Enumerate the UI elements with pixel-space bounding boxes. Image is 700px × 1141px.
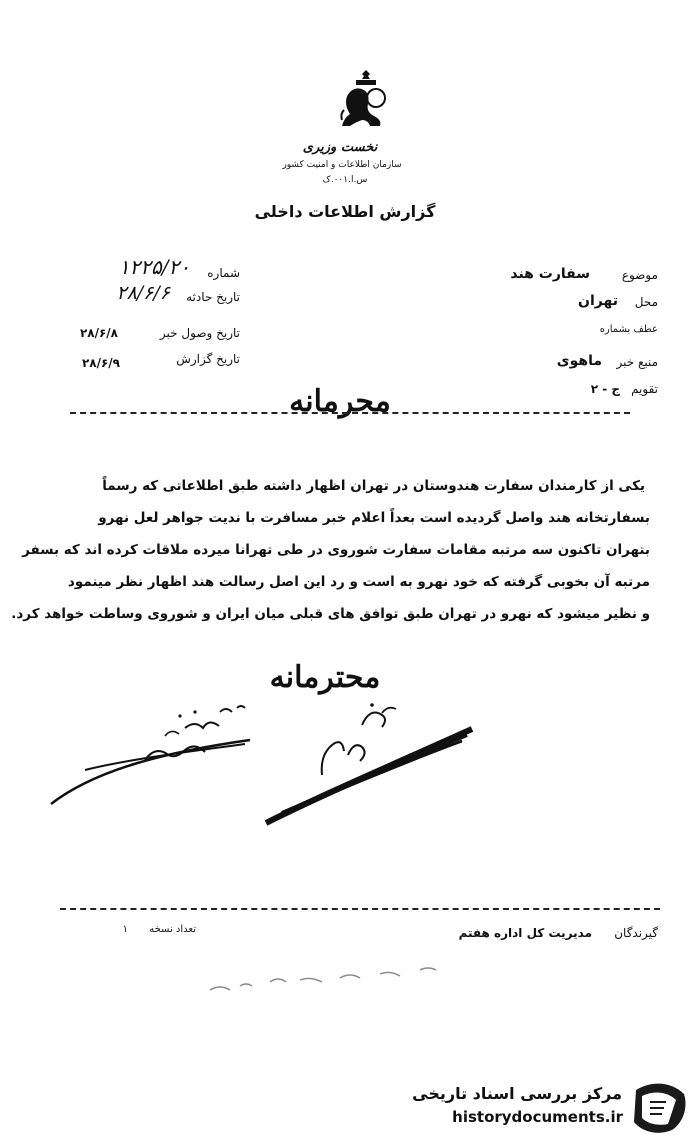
- recipient-label: گیرندگان: [614, 926, 658, 940]
- subject-label: موضوع: [621, 268, 658, 282]
- org-line-1: نخست وزیری: [302, 140, 378, 155]
- reference-label: عطف بشماره: [599, 324, 658, 335]
- body-line: بسفارتخانه هند واصل گردیده است بعداً اعلام خبر مسافرت با ندیت جواهر لعل نهرو: [98, 510, 650, 526]
- report-date-value: ۲۸/۶/۹: [81, 356, 120, 370]
- receipt-date-value: ۲۸/۶/۸: [79, 326, 118, 340]
- org-line-3: س.ا.۰۰۱.ک: [322, 175, 368, 185]
- body-line: مرتبه آن بخوبی گرفته که خود نهرو به است و رد این اصل رسالت هند اظهار نظر مینمود: [67, 574, 650, 590]
- report-date-label: تاریخ گزارش: [176, 352, 240, 366]
- place-value: تهران: [578, 293, 618, 309]
- recipient-value: مدیریت کل اداره هفتم: [458, 926, 592, 940]
- org-line-2: سازمان اطلاعات و امنیت کشور: [282, 160, 402, 170]
- classification-stamp: محرمانه: [289, 384, 391, 419]
- body-line: و نظیر میشود که نهرو در تهران طبق توافق های قبلی میان ایران و شوروی وساطت خواهد کرد.: [11, 606, 650, 622]
- lion-and-sun-emblem-icon: [338, 70, 394, 134]
- watermark-title: مرکز بررسی اسناد تاریخی: [412, 1084, 622, 1103]
- number-value: ۱۲۲۵/۲۰: [118, 255, 190, 279]
- copies-label: تعداد نسخه: [149, 924, 196, 935]
- subject-value: سفارت هند: [510, 266, 590, 282]
- faint-handwriting-icon: [200, 960, 460, 1000]
- report-title: گزارش اطلاعات داخلی: [254, 202, 436, 221]
- body-line: یکی از کارمندان سفارت هندوستان در تهران اظهار داشته طبق اطلاعاتی که رسماً: [102, 478, 645, 494]
- body-line: بتهران تاکنون سه مرتبه مقامات سفارت شوروی در طی تهرانا میرده ملاقات کرده اند که بسفر: [22, 542, 650, 558]
- right-signature-icon: [262, 695, 477, 830]
- event-date-label: تاریخ حادثه: [186, 290, 240, 304]
- closing-phrase: محترمانه: [269, 660, 381, 695]
- number-label: شماره: [207, 266, 240, 280]
- receipt-date-label: تاریخ وصول خبر: [159, 326, 240, 340]
- rating-value: ج - ۲: [590, 382, 620, 396]
- place-label: محل: [634, 295, 658, 309]
- copies-value: ۱: [122, 924, 128, 935]
- source-label: منبع خبر: [616, 355, 658, 369]
- watermark-url: historydocuments.ir: [452, 1108, 623, 1126]
- footer-divider: [60, 908, 660, 910]
- rating-label: تقویم: [631, 382, 658, 396]
- header-divider: [70, 412, 630, 414]
- source-value: ماهوی: [556, 353, 602, 369]
- watermark-logo-icon: [628, 1080, 690, 1136]
- left-signature-icon: [45, 700, 260, 810]
- event-date-value: ۲۸/۶/۶: [116, 282, 170, 304]
